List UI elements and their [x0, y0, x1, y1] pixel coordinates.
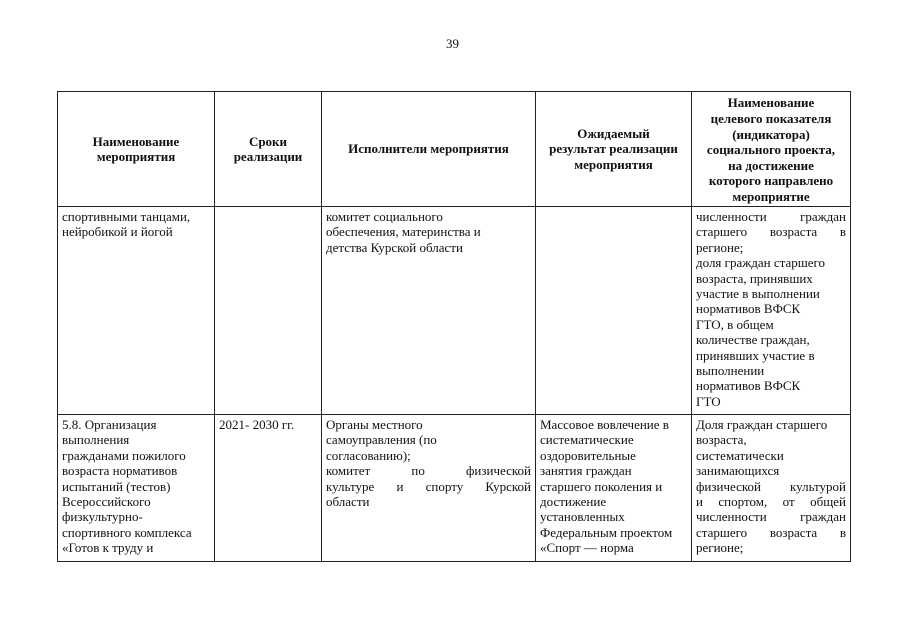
table-cell — [536, 207, 692, 415]
table-row — [58, 207, 851, 415]
table-cell: 2021- 2030 гг. — [215, 415, 322, 562]
table-row — [58, 415, 851, 562]
header-executors: Исполнители мероприятия — [322, 92, 536, 207]
table-cell: Органы местного самоуправления (по согласованию); комитет по физической культуре и спорту Курской области — [322, 415, 536, 562]
table-cell: 5.8. Организация выполнения гражданами пожилого возраста нормативов испытаний (тестов) Всероссийского физкультурно- спортивного комплекса «Готов к труду и — [58, 415, 215, 562]
table-cell: спортивными танцами, нейробикой и йогой — [58, 207, 215, 415]
header-target-indicator: Наименование целевого показателя (индикатора) социального проекта, на достижение которого направлено мероприятие — [692, 92, 851, 207]
table-cell: численности граждан старшего возраста в регионе; доля граждан старшего возраста, принявших участие в выполнении нормативов ВФСК ГТО, в общем количестве граждан, принявших участие в выполнении нормативов ВФСК ГТО — [692, 207, 851, 415]
table-cell: Доля граждан старшего возраста, систематически занимающихся физической культурой и спортом, от общей численности граждан старшего возраста в регионе; — [692, 415, 851, 562]
table-header-row — [58, 92, 851, 207]
header-event-name: Наименование мероприятия — [58, 92, 215, 207]
table-cell: Массовое вовлечение в систематические оздоровительные занятия граждан старшего поколения и достижение установленных Федеральным проектом «Спорт — норма — [536, 415, 692, 562]
events-table — [57, 91, 851, 562]
table-cell — [215, 207, 322, 415]
table-cell: комитет социального обеспечения, материнства и детства Курской области — [322, 207, 536, 415]
header-expected-result: Ожидаемый результат реализации мероприятия — [536, 92, 692, 207]
page-number: 39 — [446, 36, 459, 51]
header-deadlines: Сроки реализации — [215, 92, 322, 207]
